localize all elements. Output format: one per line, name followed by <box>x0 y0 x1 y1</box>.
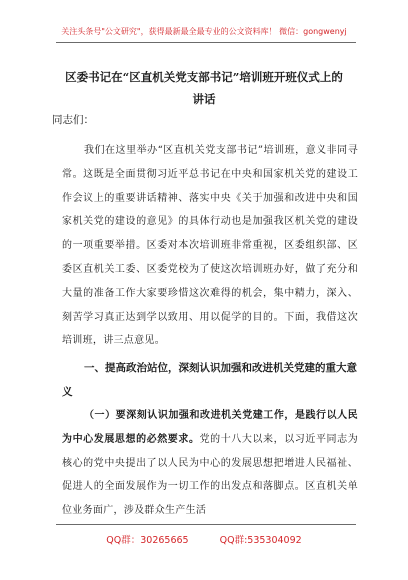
paragraph-1: 我们在这里举办“区直机关党支部书记”培训班，意义非同寻常。这既是全面贯彻习近平总书记在中央和国家机关党的建设工作会议上的重要讲话精神、落实中央《关于加强和改进中央和国家机关党的建设的意见》的具体行动也是加强我区机关党的建设的一项重要举措。区委对本次培训班非常重视，区委组织部、区委区直机关工委、区委党校为了使这次培训班办好，做了充分和大量的准备工作大家要珍惜这次难得的机会，集中精力，深入、刻苦学习真正达到学以致用、用以促学的目的。下面，我借这次培训班，讲三点意见。 <box>62 145 358 347</box>
header-banner: 关注头条号"公文研究"，获得最新最全最专业的公文资料库！ 微信：gongwenyj <box>61 27 347 36</box>
paragraph-2-lead: （一）要深刻认识加强和改进机关党建工作，是践行以人民为中心发展思想的必然要求。 <box>62 410 358 445</box>
title-line-1: 区委书记在“区直机关党支部书记”培训班开班仪式上的 <box>65 70 343 84</box>
header-divider <box>56 42 356 43</box>
footer-qq-group-1: QQ群：30265665 <box>106 535 189 546</box>
paragraph-2-body: 党的十八大以来，以习近平同志为核心的党中央提出了以人民为中心的发展思想把增进人民福祉、促进人的全面发展作为一切工作的出发点和落脚点。区直机关单位业务面广，涉及群众生产生活 <box>62 433 358 517</box>
paragraph-2 <box>62 404 358 523</box>
document-title <box>40 66 368 110</box>
title-line-2: 讲话 <box>192 92 216 106</box>
footer-qq-group-2: QQ群:535304092 <box>219 535 302 546</box>
greeting: 同志们： <box>52 114 94 126</box>
footer <box>0 532 408 546</box>
section-heading-1: 一、提高政治站位，深刻认识加强和改进机关党建的重大意义 <box>62 362 357 398</box>
footer-divider <box>56 524 356 525</box>
